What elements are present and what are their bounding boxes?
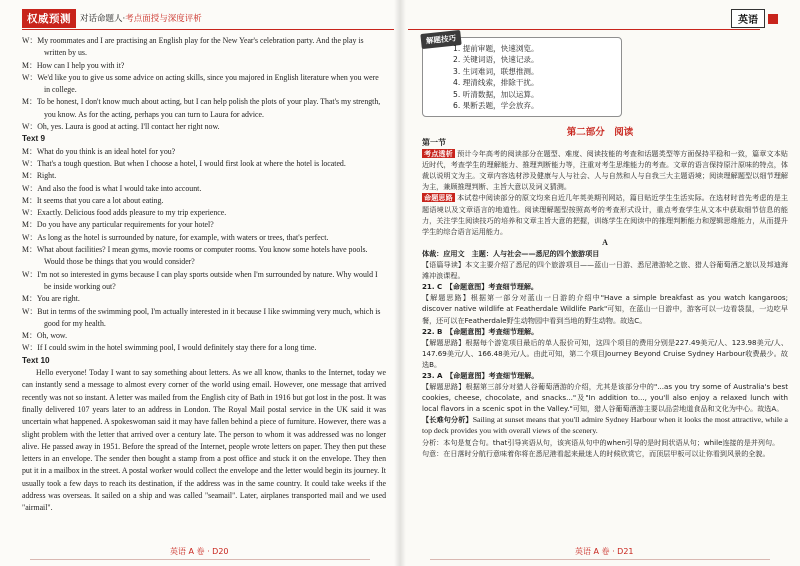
text10-paragraph: Hello everyone! Today I want to say something about letters. As we all know, thanks to the Internet, today we can instantly send a message to almost every corner of the world using email. However, one message that arrived recently was not so instant. A letter was mailed from the English city of Bath in 1916 but got lost in the post. It was finally delivered 107 years later to an address in London. The Royal Mail postal service in the UK said it was uncertain what happened. A spokeswoman said it may have fallen behind a piece of furniture. However, there was a slight problem with the letter that arrived over a century late. The person to whom it was addressed was no longer alive. He passed away in 1951. Before the spread of the Internet, people wrote letters on paper. They then put these letters in an envelope. The sender then bought a stamp from a post office and stuck it on the envelope. They then put it in a mailbox in the street. A postal worker would collect the envelope and the letter would begin its journey. It usually took a few days to reach its destination, if the address was in the same country. It could take weeks if the address was overseas. It sailed on a ship and was called "seamail". Later, airplanes transported mail and we used "airmail". <box>22 368 386 513</box>
design-idea-tag: 命题思路 <box>424 193 453 203</box>
exam-analysis <box>422 148 788 192</box>
sentence-analysis: 分析：本句是复合句。that引导宾语从句，该宾语从句中的when引导的是时间状语从句；while连接的是并列句。 <box>422 437 780 447</box>
dialogue-line: M：You are right. <box>22 294 80 304</box>
footer-rule-right <box>430 559 770 560</box>
answer-22: 22. B 【命题意图】考查细节理解。 <box>422 326 539 336</box>
tip-item: 1. 提前审题，快速浏览。 <box>453 44 539 53</box>
explanation-21: 【解题思路】根据第一部分对蓝山一日游的介绍中"Have a simple breakfast as you watch kangaroos; discover native wildlife at Featherdale Wildlife Park"可知，在蓝山一日游中，游客可以一边看袋鼠，一边吃早餐，还可以在Featherdale野生动物园中看到当地的野生动物。故选C。 <box>422 293 788 325</box>
answer-23: 23. A 【命题意图】考查细节理解。 <box>422 370 539 380</box>
tips-box <box>422 33 622 117</box>
brand-subtitle <box>80 12 202 24</box>
dialogue-line: W：We'd like you to give us some advice on acting skills, since you majored in English literature when you were in college. <box>22 72 379 95</box>
tip-item: 3. 生词难词，联想推测。 <box>453 66 539 76</box>
dialogue-line: M：To be honest, I don't know much about acting, but I can help polish the plots of your play. That's my strength, you know. As for the acting, perhaps you can turn to Laura for advice. <box>22 97 381 119</box>
dialogue-line: W：I'm not so interested in gyms because I can play sports outside when I'm surrounded by nature. Why would I be inside working out? <box>22 269 378 291</box>
header-rule-right <box>408 29 760 30</box>
section-title: 第二部分 阅读 <box>566 127 634 138</box>
genre-line: 体裁：应用文 主题：人与社会——悉尼的四个旅游项目 <box>422 248 600 258</box>
dialogue-line: W：That's a tough question. But when I choose a hotel, I would first look at where the hotel is located. <box>22 158 346 168</box>
long-sentence-tag: 【长难句分析】 <box>422 415 473 425</box>
tip-item: 4. 理清线索，排除干扰。 <box>453 78 539 88</box>
left-header <box>22 8 202 28</box>
footer-rule-left <box>30 559 370 560</box>
tip-item: 6. 果断丢题，学会放弃。 <box>453 101 539 111</box>
subject-tab: 英语 <box>731 9 765 28</box>
right-text-body <box>422 137 788 459</box>
dialogue-line: M：What do you think is an ideal hotel for you? <box>22 146 176 156</box>
explanation-23: 【解题思路】根据第三部分对猎人谷葡萄酒游的介绍，尤其是该部分中的"...as you try some of Australia's best cookies, cheese, chocolate, and snacks..."及"In addition to..., you'll also enjoy a relaxed lunch with local flavors in a scenic spot in the Valley."可知，猎人谷葡萄酒游主要以品尝地道食品和文化为中心。故选A。 <box>422 382 788 414</box>
dialogue-line: W：If I could swim in the hotel swimming pool, I would definitely stay there for a long time. <box>22 343 317 353</box>
section-subtitle: 第一节 <box>422 138 446 147</box>
dialogue-line: M：How can I help you with it? <box>22 60 125 70</box>
design-idea <box>422 192 788 236</box>
text10-title: Text 10 <box>22 355 50 365</box>
brand-badge: 权威预测 <box>22 9 76 28</box>
text9-title: Text 9 <box>22 134 46 144</box>
page-number-right: 英语 A 卷 · D21 <box>575 547 634 556</box>
right-header <box>731 9 778 28</box>
exam-analysis-text: 预计今年高考的阅读部分在题型、难度、阅读技能的考查和话题类型等方面保持平稳和一致，篇章文本贴近时代，考查学生的理解能力、推理判断能力等，注重对考生思维能力的考查。文章的语言保持原汁原味的特点，体裁以说明文为主。文章内容选材涉及健康与人与社会、人与自然和人与自我三大主题语境；阅读理解题型以细节理解为主，兼顾推理判断、主旨大意以及词义猜测。 <box>422 149 788 192</box>
sentence-translation: 句意：在日落时分航行意味着你将在悉尼港看起来最迷人的时候欣赏它，而顶层甲板可以让你看到风景的全貌。 <box>422 448 770 458</box>
answer-21: 21. C 【命题意图】考查细节理解。 <box>422 282 539 292</box>
dialogue-line: W：Oh, yes. Laura is good at acting. I'll contact her right now. <box>22 122 220 132</box>
dialogue-line: M：Oh, wow. <box>22 331 68 341</box>
dialogue-line: W：And also the food is what I would take into account. <box>22 183 202 193</box>
passage-label: A <box>602 237 608 247</box>
long-sentence <box>422 414 788 436</box>
tip-item: 2. 关键词语，快速记录。 <box>453 55 539 65</box>
tips-list <box>453 43 539 111</box>
header-rule-left <box>22 29 394 30</box>
subject-marker-icon <box>768 14 778 24</box>
explanation-22: 【解题思路】根据每个游览项目最后的单人报价可知，这四个项目的费用分别是227.49美元/人、123.98美元/人、147.69美元/人、166.48美元/人。由此可知，第二个项目Journey Beyond Cruise Sydney Harbour收费最少。故选B。 <box>422 337 788 369</box>
guide-line: 【语篇导读】本文主要介绍了悉尼的四个旅游项目——蓝山一日游、悉尼港游轮之旅、猎人谷葡萄酒之旅以及邦迪海滩冲浪课程。 <box>422 260 788 281</box>
brand-subtitle-red: 考点面授与深度评析 <box>125 14 202 24</box>
exam-analysis-tag: 考点透析 <box>424 149 453 159</box>
left-text-body <box>22 35 386 515</box>
dialogue-line: M：What about facilities? I mean gyms, movie rooms or computer rooms. You know some hotels have pools. Would those be things that you would consider? <box>22 245 368 267</box>
long-sentence-en: Sailing at sunset means that you'll admire Sydney Harbour when it looks the most attractive, while a top deck provides you with overall views of the scenery. <box>422 415 789 436</box>
design-idea-text: 本试卷中阅读部分的原文均来自近几年英美期刊网站，篇目贴近学生生活实际。在选材时首先考虑的是主题语境以及文章语言的地道性。阅读理解题型按照高考的考查形式设计，重点考查学生从文本中获取细节信息的能力，关注学生阅读技巧的培养和文章主旨大意的把握，训练学生在阅读中的推理判断能力和逻辑思维能力，从而提升学生的综合语言运用能力。 <box>422 193 788 236</box>
dialogue-line: M：It seems that you care a lot about eating. <box>22 195 164 205</box>
page-number-left: 英语 A 卷 · D20 <box>170 547 229 556</box>
dialogue-line: M：Right. <box>22 171 57 181</box>
right-page <box>400 0 800 566</box>
dialogue-line: W：As long as the hotel is surrounded by nature, for example, with waters or trees, that's perfect. <box>22 232 329 242</box>
dialogue-line: W：Exactly. Delicious food adds pleasure to my trip experience. <box>22 208 227 218</box>
tip-item: 5. 听清数据，加以运算。 <box>453 89 539 99</box>
book-gutter <box>394 0 406 566</box>
dialogue-line: W：My roommates and I are practising an English play for the New Year's celebration party. And the play is written by us. <box>22 36 364 58</box>
brand-subtitle-black: 对话命题人· <box>80 14 126 24</box>
tips-badge: 解题技巧 <box>420 30 461 49</box>
dialogue-line: W：But in terms of the swimming pool, I'm actually interested in it because I like swimming very much, which is good for my health. <box>22 306 381 328</box>
dialogue-line: M：Do you have any particular requirements for your hotel? <box>22 220 214 230</box>
